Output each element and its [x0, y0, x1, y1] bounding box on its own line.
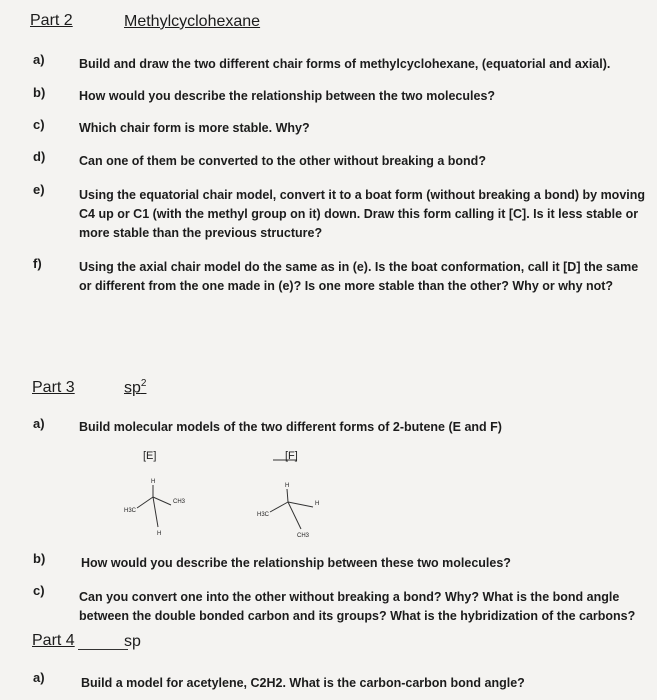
part3-title-base: sp: [124, 379, 141, 397]
part3-label: Part 3: [32, 379, 75, 396]
part2-b-text: How would you describe the relationship between the two molecules?: [79, 89, 496, 103]
f-atom-ch3-bottom: CH3: [297, 533, 310, 539]
part2-f-line-2: or different from the one made in (e)? Is one more stable than the other? Why or why not?: [79, 279, 614, 293]
part2-c-label: c): [33, 117, 45, 132]
part2-d-text: Can one of them be converted to the other without breaking a bond?: [79, 154, 486, 168]
part2-f-line-1: Using the axial chair model do the same as in (e). Is the boat conformation, call it [D] the same: [79, 260, 639, 274]
part2-a-label: a): [33, 52, 45, 67]
part3-title-sup: 2: [140, 378, 147, 389]
part4-a-text: Build a model for acetylene, C2H2. What is the carbon-carbon bond angle?: [81, 676, 525, 690]
f-atom-h-right: H: [315, 501, 320, 507]
part2-e-text: [79, 186, 645, 243]
f-bond-right: [288, 502, 313, 507]
f-isomer-structure: [257, 483, 319, 539]
part2-e-label: e): [33, 182, 45, 197]
part2-e-line-2: C4 up or C1 (with the methyl group on it) down. Draw this form calling it [C]. Is it less stable or: [79, 207, 639, 221]
part4-a-label: a): [33, 670, 45, 685]
part3-title: [124, 378, 146, 397]
e-bond-right: [153, 497, 171, 505]
e-isomer-structure: [124, 479, 186, 537]
part3-c-line-1: Can you convert one into the other without breaking a bond? Why? What is the bond angle: [79, 590, 620, 604]
part3-c-line-2: between the double bonded carbon and its groups? What is the hybridization of the carbons?: [79, 609, 636, 623]
f-bond-left: [270, 502, 288, 512]
label-e: [E]: [143, 450, 157, 462]
butene-figure: [110, 445, 350, 545]
e-atom-h3c-left: H3C: [124, 508, 137, 514]
part2-label: Part 2: [30, 12, 73, 29]
e-atom-h-top: H: [151, 479, 156, 485]
part2-b-label: b): [33, 85, 46, 100]
part3-c-label: c): [33, 583, 45, 598]
label-f: [F]: [285, 450, 298, 462]
part4-header-rule: [78, 649, 128, 650]
f-bond-bottom: [288, 502, 301, 529]
e-bond-bottom: [153, 497, 158, 527]
part2-c-text: Which chair form is more stable. Why?: [79, 121, 310, 135]
part3-b-label: b): [33, 551, 46, 566]
e-atom-ch3-right: CH3: [173, 499, 186, 505]
f-atom-h-top: H: [285, 483, 290, 489]
part4-label: Part 4: [32, 632, 75, 649]
part2-f-label: f): [33, 256, 42, 271]
part3-a-text: Build molecular models of the two different forms of 2-butene (E and F): [79, 420, 502, 434]
part2-a-text: Build and draw the two different chair forms of methylcyclohexane, (equatorial and axial).: [79, 57, 611, 71]
e-bond-left: [137, 497, 153, 508]
part2-title: Methylcyclohexane: [124, 13, 261, 30]
part3-a-label: a): [33, 416, 45, 431]
part3-c-text: [79, 588, 635, 626]
f-bond-top: [287, 489, 288, 502]
part2-e-line-1: Using the equatorial chair model, convert it to a boat form (without breaking a bond) by moving: [79, 188, 646, 202]
part4-title: sp: [124, 633, 141, 650]
part2-f-text: [79, 258, 638, 296]
f-atom-h3c-left: H3C: [257, 512, 270, 518]
part2-d-label: d): [33, 149, 46, 164]
part3-b-text: How would you describe the relationship between these two molecules?: [81, 556, 511, 570]
part2-e-line-3: more stable than the previous structure?: [79, 226, 323, 240]
e-atom-h-bottom: H: [157, 531, 162, 537]
